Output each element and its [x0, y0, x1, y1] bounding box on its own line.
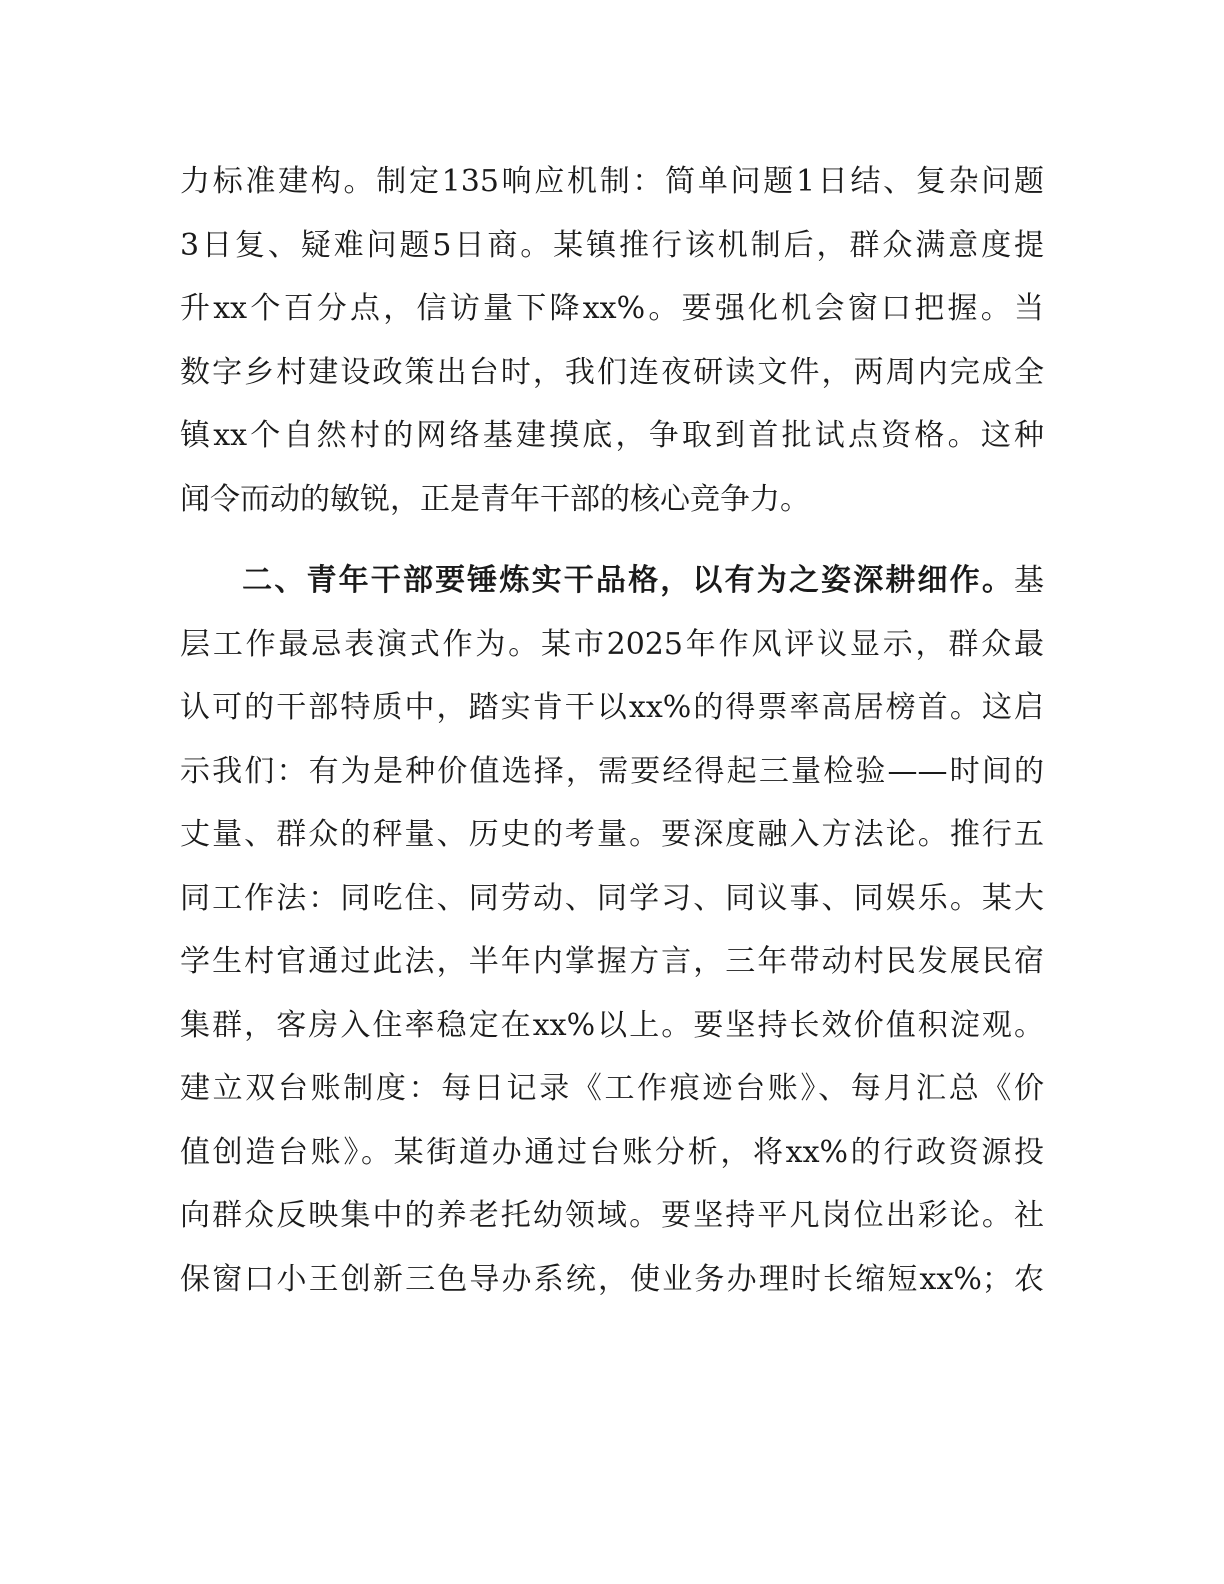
- paragraph-line: 数字乡村建设政策出台时，我们连夜研读文件，两周内完成全: [180, 354, 1044, 390]
- section-heading: 二、青年干部要锤炼实干品格，以有为之姿深耕细作。: [240, 563, 1014, 598]
- paragraph-line: 升xx个百分点，信访量下降xx%。要强化机会窗口把握。当: [180, 291, 1044, 326]
- paragraph-line: 闻令而动的敏锐，正是青年干部的核心竞争力。: [180, 481, 810, 517]
- paragraph-line: 保窗口小王创新三色导办系统，使业务办理时长缩短xx%；农: [180, 1261, 1044, 1297]
- paragraph-line: 镇xx个自然村的网络基建摸底，争取到首批试点资格。这种: [180, 418, 1044, 453]
- paragraph-line: 值创造台账》。某街道办通过台账分析，将xx%的行政资源投: [180, 1134, 1044, 1170]
- paragraph-line: 示我们：有为是种价值选择，需要经得起三量检验——时间的: [180, 753, 1044, 789]
- paragraph-1: [180, 150, 1044, 531]
- paragraph-line: 3日复、疑难问题5日商。某镇推行该机制后，群众满意度提: [180, 227, 1044, 263]
- heading-tail-text: 基: [1014, 563, 1044, 598]
- section-heading-line: [180, 549, 1044, 613]
- paragraph-line: 丈量、群众的秤量、历史的考量。要深度融入方法论。推行五: [180, 817, 1044, 852]
- paragraph-line: 学生村官通过此法，半年内掌握方言，三年带动村民发展民宿: [180, 944, 1044, 979]
- paragraph-line: 同工作法：同吃住、同劳动、同学习、同议事、同娱乐。某大: [180, 880, 1044, 916]
- paragraph-2: [180, 549, 1044, 1311]
- paragraph-line: 力标准建构。制定135响应机制：简单问题1日结、复杂问题: [180, 164, 1044, 199]
- paragraph-line: 层工作最忌表演式作为。某市2025年作风评议显示，群众最: [180, 626, 1044, 662]
- paragraph-line: 建立双台账制度：每日记录《工作痕迹台账》、每月汇总《价: [180, 1071, 1044, 1106]
- paragraph-line: 集群，客房入住率稳定在xx%以上。要坚持长效价值积淀观。: [180, 1007, 1044, 1043]
- paragraph-line: 向群众反映集中的养老托幼领域。要坚持平凡岗位出彩论。社: [180, 1198, 1044, 1233]
- paragraph-line: 认可的干部特质中，踏实肯干以xx%的得票率高居榜首。这启: [180, 690, 1044, 725]
